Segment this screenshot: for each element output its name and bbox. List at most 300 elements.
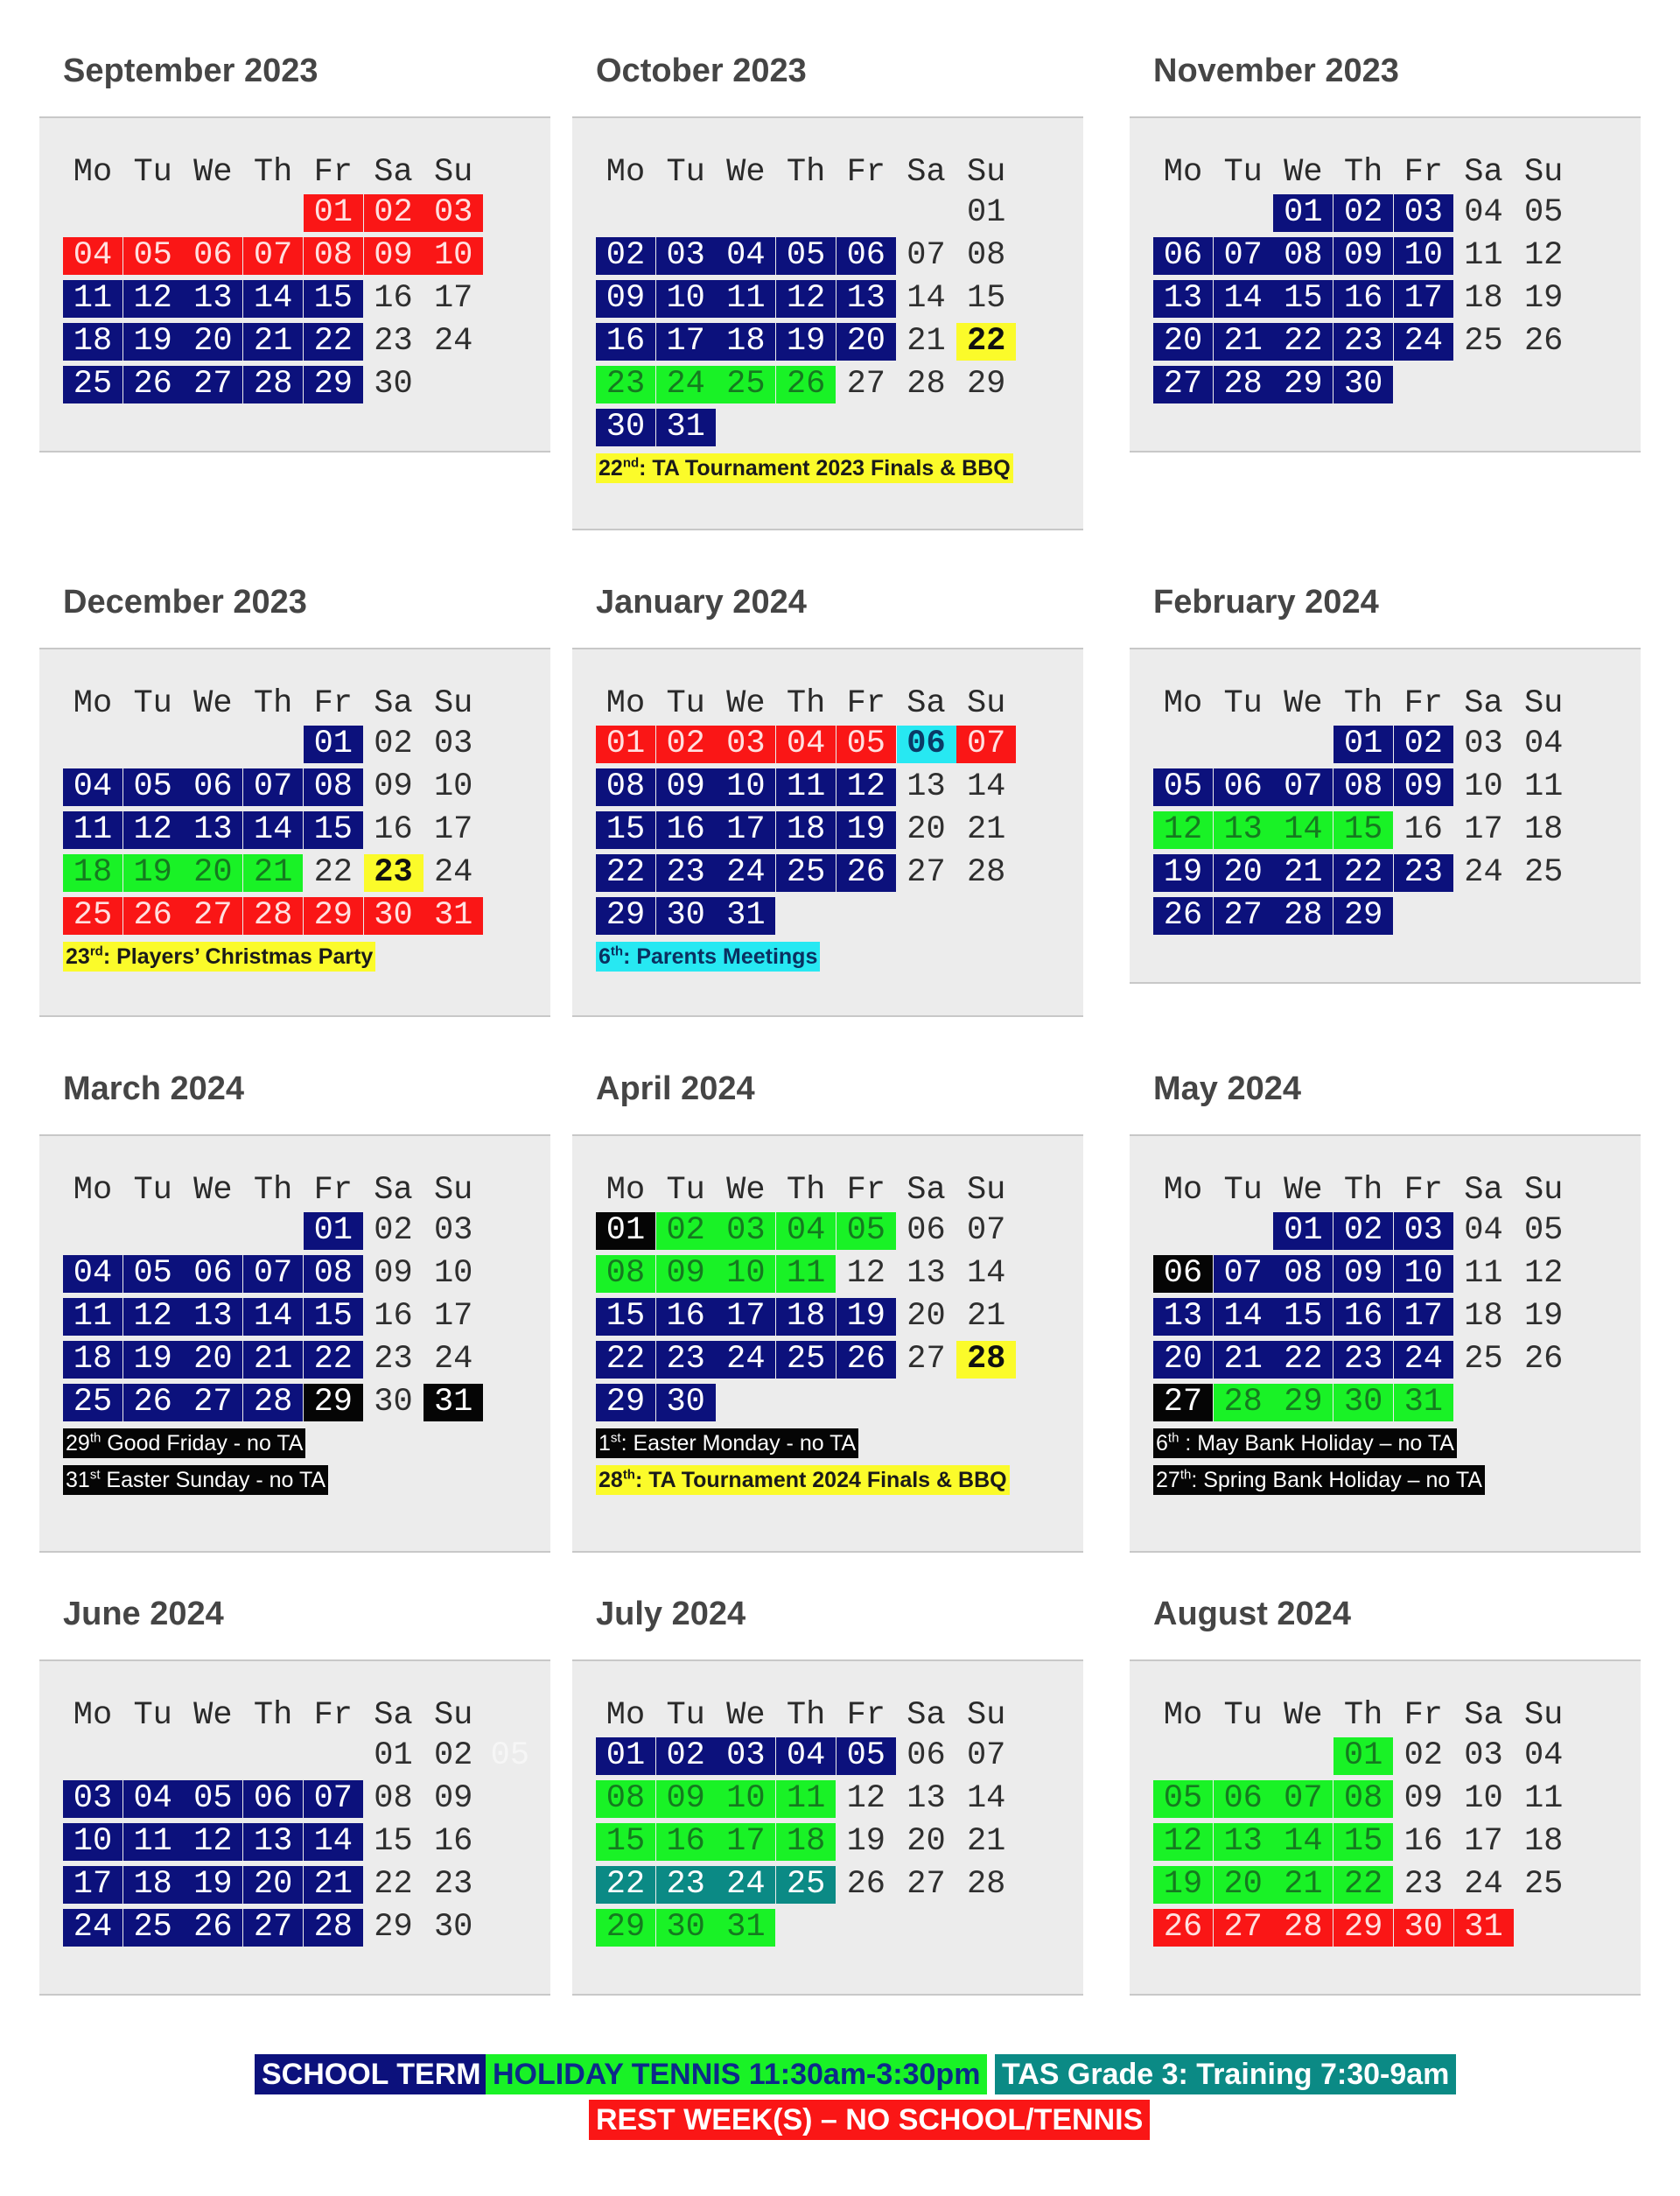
day-cell: 05 bbox=[1153, 768, 1213, 806]
day-cell: 20 bbox=[1214, 854, 1273, 892]
day-cell: 25 bbox=[1464, 1341, 1503, 1378]
day-cell: 10 bbox=[656, 280, 716, 318]
day-cell: 19 bbox=[1153, 854, 1213, 892]
day-cell: 16 bbox=[656, 811, 716, 849]
weekday-header: Tu bbox=[1223, 154, 1263, 191]
weekday-header: Mo bbox=[73, 154, 113, 191]
weekday-header: Su bbox=[1523, 154, 1564, 191]
month-title: April 2024 bbox=[596, 1070, 755, 1107]
weekday-header: Su bbox=[1523, 1697, 1564, 1734]
day-cell: 24 bbox=[433, 1341, 473, 1378]
weekday-header: Mo bbox=[606, 154, 646, 191]
day-cell: 27 bbox=[846, 366, 886, 403]
weekday-header: Fr bbox=[846, 685, 886, 722]
weekday-header: Tu bbox=[133, 154, 172, 191]
event-note-day: 22 bbox=[598, 456, 623, 481]
day-cell: 19 bbox=[123, 854, 183, 892]
day-cell: 07 bbox=[906, 237, 946, 274]
weekday-header: Su bbox=[433, 1697, 473, 1734]
day-cell: 18 bbox=[776, 811, 836, 849]
day-cell: 03 bbox=[1394, 1212, 1453, 1250]
day-cell: 08 bbox=[1273, 237, 1333, 275]
weekday-header: Fr bbox=[1404, 154, 1443, 191]
weekday-header: We bbox=[1284, 154, 1323, 191]
day-cell: 26 bbox=[846, 1866, 886, 1903]
event-note-text: : Parents Meetings bbox=[623, 944, 818, 969]
weekday-header: Fr bbox=[313, 1697, 353, 1734]
day-cell: 08 bbox=[304, 1255, 363, 1293]
month-grid-panel bbox=[1130, 1659, 1641, 1996]
day-cell: 12 bbox=[846, 1780, 886, 1817]
day-cell: 24 bbox=[656, 366, 716, 403]
day-cell: 23 bbox=[433, 1866, 473, 1903]
day-cell: 07 bbox=[243, 768, 303, 806]
day-cell: 07 bbox=[966, 1737, 1006, 1774]
day-cell: 23 bbox=[596, 366, 655, 403]
day-cell: 22 bbox=[1273, 1341, 1333, 1379]
month-grid-panel bbox=[572, 1134, 1083, 1553]
weekday-header: Sa bbox=[374, 1172, 413, 1209]
day-cell: 08 bbox=[304, 237, 363, 275]
day-cell: 29 bbox=[304, 1384, 363, 1421]
day-cell: 02 bbox=[1394, 726, 1453, 763]
month-grid-panel bbox=[39, 1134, 550, 1553]
day-cell: 08 bbox=[596, 768, 655, 806]
day-cell: 07 bbox=[1214, 237, 1273, 275]
day-cell: 25 bbox=[1523, 854, 1564, 891]
day-cell: 30 bbox=[1334, 366, 1393, 403]
day-cell: 17 bbox=[433, 811, 473, 848]
day-cell: 01 bbox=[1334, 726, 1393, 763]
day-cell: 02 bbox=[656, 726, 716, 763]
day-cell: 04 bbox=[776, 1737, 836, 1775]
day-cell: 17 bbox=[1394, 1298, 1453, 1336]
day-cell: 12 bbox=[1523, 1255, 1564, 1292]
weekday-header: Sa bbox=[1464, 685, 1503, 722]
weekday-header: Tu bbox=[666, 1172, 705, 1209]
day-cell: 14 bbox=[966, 1255, 1006, 1292]
day-cell: 23 bbox=[364, 854, 424, 892]
day-cell: 07 bbox=[1273, 768, 1333, 806]
weekday-header: Mo bbox=[606, 685, 646, 722]
day-cell: 01 bbox=[1334, 1737, 1393, 1775]
weekday-header: Su bbox=[433, 154, 473, 191]
day-cell: 20 bbox=[906, 811, 946, 848]
month-title: January 2024 bbox=[596, 584, 807, 621]
day-cell: 28 bbox=[906, 366, 946, 403]
day-cell: 01 bbox=[374, 1737, 413, 1774]
weekday-header: Mo bbox=[1163, 1172, 1203, 1209]
event-note-suffix: st bbox=[610, 1430, 621, 1446]
day-cell: 17 bbox=[1394, 280, 1453, 318]
day-cell: 07 bbox=[1273, 1780, 1333, 1818]
day-cell: 22 bbox=[1273, 323, 1333, 361]
event-note-text: Easter Sunday - no TA bbox=[100, 1468, 326, 1492]
event-note-text: : May Bank Holiday – no TA bbox=[1179, 1431, 1454, 1456]
day-cell: 29 bbox=[966, 366, 1006, 403]
day-cell: 06 bbox=[1153, 1255, 1213, 1293]
day-cell: 03 bbox=[1464, 1737, 1503, 1774]
day-cell: 09 bbox=[1334, 1255, 1393, 1293]
day-cell: 11 bbox=[776, 768, 836, 806]
day-cell: 18 bbox=[63, 323, 122, 361]
day-cell: 26 bbox=[836, 1341, 896, 1379]
weekday-header: We bbox=[726, 1697, 766, 1734]
day-cell: 04 bbox=[63, 237, 122, 275]
weekday-header: We bbox=[193, 1697, 233, 1734]
day-cell: 21 bbox=[304, 1866, 363, 1904]
day-cell: 24 bbox=[1394, 1341, 1453, 1379]
day-cell: 18 bbox=[1523, 811, 1564, 848]
weekday-header: Su bbox=[966, 1697, 1006, 1734]
day-cell: 27 bbox=[183, 897, 242, 935]
day-cell: 06 bbox=[897, 726, 956, 763]
day-cell: 01 bbox=[304, 1212, 363, 1250]
day-cell: 02 bbox=[656, 1212, 716, 1250]
day-cell: 13 bbox=[183, 811, 242, 849]
weekday-header: Th bbox=[786, 1172, 826, 1209]
day-cell: 15 bbox=[1273, 1298, 1333, 1336]
event-note-day: 28 bbox=[598, 1468, 623, 1492]
day-cell: 15 bbox=[1273, 280, 1333, 318]
day-cell: 01 bbox=[596, 726, 655, 763]
day-cell: 03 bbox=[716, 1737, 775, 1775]
day-cell: 08 bbox=[1334, 768, 1393, 806]
event-note-day: 6 bbox=[1156, 1431, 1168, 1456]
day-cell: 28 bbox=[966, 854, 1006, 891]
day-cell: 13 bbox=[1214, 811, 1273, 849]
day-cell: 26 bbox=[836, 854, 896, 892]
day-cell: 21 bbox=[966, 1298, 1006, 1335]
weekday-header: Th bbox=[1343, 685, 1383, 722]
weekday-header: Su bbox=[433, 685, 473, 722]
month-title: September 2023 bbox=[63, 53, 318, 89]
day-cell: 13 bbox=[836, 280, 896, 318]
day-cell: 07 bbox=[304, 1780, 363, 1818]
day-cell: 18 bbox=[776, 1823, 836, 1861]
day-cell: 12 bbox=[123, 1298, 183, 1336]
weekday-header: Th bbox=[1343, 1697, 1383, 1734]
weekday-header: Mo bbox=[1163, 1697, 1203, 1734]
event-note-text: : Players’ Christmas Party bbox=[102, 944, 374, 969]
month-grid-panel bbox=[1130, 116, 1641, 453]
day-cell: 21 bbox=[1273, 1866, 1333, 1904]
day-cell: 06 bbox=[1214, 1780, 1273, 1818]
day-cell: 04 bbox=[1523, 726, 1564, 762]
day-cell: 25 bbox=[1464, 323, 1503, 360]
weekday-header: Tu bbox=[1223, 685, 1263, 722]
month-grid-panel bbox=[572, 1659, 1083, 1996]
legend-rest-week: REST WEEK(S) – NO SCHOOL/TENNIS bbox=[589, 2100, 1150, 2140]
day-cell: 27 bbox=[1214, 1909, 1273, 1947]
day-cell: 23 bbox=[1394, 854, 1453, 892]
day-cell: 06 bbox=[906, 1212, 946, 1249]
day-cell: 06 bbox=[183, 237, 242, 275]
day-cell: 16 bbox=[433, 1823, 473, 1860]
day-cell: 30 bbox=[1334, 1384, 1393, 1421]
day-cell: 02 bbox=[374, 1212, 413, 1249]
day-cell: 05 bbox=[836, 1737, 896, 1775]
day-cell: 12 bbox=[776, 280, 836, 318]
day-cell: 24 bbox=[1464, 854, 1503, 891]
day-cell: 24 bbox=[433, 323, 473, 360]
weekday-header: We bbox=[1284, 1697, 1323, 1734]
day-cell: 05 bbox=[776, 237, 836, 275]
weekday-header: Th bbox=[1343, 154, 1383, 191]
day-cell: 09 bbox=[656, 1255, 716, 1293]
day-cell: 30 bbox=[656, 1909, 716, 1947]
day-cell: 20 bbox=[1153, 323, 1213, 361]
day-cell: 04 bbox=[1464, 1212, 1503, 1249]
day-cell: 11 bbox=[63, 811, 122, 849]
day-cell: 15 bbox=[596, 1823, 655, 1861]
event-note bbox=[596, 1465, 1010, 1495]
month-grid-panel bbox=[39, 116, 550, 453]
day-cell: 11 bbox=[1464, 237, 1503, 274]
day-cell: 22 bbox=[596, 854, 655, 892]
day-cell: 06 bbox=[183, 1255, 242, 1293]
day-cell: 27 bbox=[243, 1909, 303, 1947]
day-cell: 23 bbox=[374, 1341, 413, 1378]
day-cell: 27 bbox=[906, 1341, 946, 1378]
day-cell: 31 bbox=[656, 409, 716, 446]
event-note-day: 31 bbox=[66, 1468, 90, 1492]
day-cell: 26 bbox=[1523, 323, 1564, 360]
day-cell: 26 bbox=[1523, 1341, 1564, 1378]
month-title: August 2024 bbox=[1153, 1596, 1351, 1632]
month-grid-panel bbox=[39, 648, 550, 1017]
day-cell: 07 bbox=[966, 1212, 1006, 1249]
day-cell: 28 bbox=[243, 366, 303, 403]
day-cell: 23 bbox=[1404, 1866, 1443, 1903]
day-cell: 08 bbox=[966, 237, 1006, 274]
day-cell: 11 bbox=[1523, 768, 1564, 805]
day-cell: 30 bbox=[656, 1384, 716, 1421]
weekday-header: Sa bbox=[906, 1172, 946, 1209]
day-cell: 03 bbox=[63, 1780, 122, 1818]
day-cell: 04 bbox=[716, 237, 775, 275]
day-cell: 17 bbox=[656, 323, 716, 361]
event-note bbox=[63, 942, 375, 972]
day-cell: 09 bbox=[1404, 1780, 1443, 1817]
day-cell: 23 bbox=[656, 1341, 716, 1379]
weekday-header: Th bbox=[253, 1172, 293, 1209]
day-cell: 28 bbox=[1273, 1909, 1333, 1947]
day-cell: 05 bbox=[123, 1255, 183, 1293]
weekday-header: Fr bbox=[1404, 1172, 1443, 1209]
day-cell: 21 bbox=[966, 811, 1006, 848]
day-cell: 05 bbox=[123, 768, 183, 806]
day-cell: 22 bbox=[956, 323, 1016, 361]
day-cell: 06 bbox=[906, 1737, 946, 1774]
day-cell: 15 bbox=[1334, 811, 1393, 849]
day-cell: 26 bbox=[1153, 1909, 1213, 1947]
day-cell: 23 bbox=[1334, 323, 1393, 361]
event-note-day: 23 bbox=[66, 944, 90, 969]
weekday-header: Th bbox=[253, 685, 293, 722]
day-cell: 30 bbox=[1394, 1909, 1453, 1947]
day-cell: 13 bbox=[183, 280, 242, 318]
weekday-header: Tu bbox=[133, 1172, 172, 1209]
day-cell: 17 bbox=[1464, 811, 1503, 848]
day-cell: 11 bbox=[716, 280, 775, 318]
day-cell: 30 bbox=[596, 409, 655, 446]
event-note-suffix: th bbox=[1167, 1430, 1180, 1446]
day-cell: 09 bbox=[596, 280, 655, 318]
day-cell: 17 bbox=[716, 1298, 775, 1336]
day-cell: 27 bbox=[906, 854, 946, 891]
day-cell: 13 bbox=[906, 1255, 946, 1292]
day-cell: 11 bbox=[1464, 1255, 1503, 1292]
day-cell: 14 bbox=[966, 768, 1006, 805]
day-cell: 16 bbox=[374, 1298, 413, 1335]
day-cell: 06 bbox=[1153, 237, 1213, 275]
day-cell: 19 bbox=[836, 1298, 896, 1336]
weekday-header: Su bbox=[966, 154, 1006, 191]
day-cell: 08 bbox=[1334, 1780, 1393, 1818]
day-cell: 13 bbox=[1214, 1823, 1273, 1861]
day-cell: 06 bbox=[243, 1780, 303, 1818]
month-grid-panel bbox=[572, 648, 1083, 1017]
weekday-header: Fr bbox=[846, 1697, 886, 1734]
event-note-suffix: th bbox=[89, 1430, 102, 1446]
month-title: June 2024 bbox=[63, 1596, 224, 1632]
day-cell: 27 bbox=[906, 1866, 946, 1903]
day-cell: 18 bbox=[1464, 1298, 1503, 1335]
day-cell: 11 bbox=[776, 1780, 836, 1818]
day-cell: 04 bbox=[1523, 1737, 1564, 1774]
day-cell: 24 bbox=[716, 1866, 775, 1904]
event-note bbox=[63, 1428, 305, 1458]
weekday-header: Mo bbox=[1163, 154, 1203, 191]
month-title: December 2023 bbox=[63, 584, 307, 621]
weekday-header: Fr bbox=[846, 1172, 886, 1209]
day-cell: 11 bbox=[63, 280, 122, 318]
day-cell: 29 bbox=[1334, 1909, 1393, 1947]
event-note-text: : TA Tournament 2023 Finals & BBQ bbox=[639, 456, 1011, 481]
day-cell: 06 bbox=[836, 237, 896, 275]
day-cell: 23 bbox=[656, 854, 716, 892]
day-cell: 19 bbox=[836, 811, 896, 849]
day-cell: 14 bbox=[1214, 1298, 1273, 1336]
day-cell: 01 bbox=[596, 1212, 655, 1250]
day-cell: 29 bbox=[374, 1909, 413, 1946]
day-cell: 17 bbox=[433, 1298, 473, 1335]
day-cell: 27 bbox=[1153, 1384, 1213, 1421]
day-cell: 02 bbox=[656, 1737, 716, 1775]
day-cell: 22 bbox=[313, 854, 353, 891]
day-cell: 16 bbox=[1334, 1298, 1393, 1336]
event-note-text: : Easter Monday - no TA bbox=[620, 1431, 857, 1456]
day-cell: 07 bbox=[243, 237, 303, 275]
day-cell: 29 bbox=[304, 897, 363, 935]
day-cell: 02 bbox=[364, 194, 424, 232]
day-cell: 12 bbox=[123, 811, 183, 849]
event-note-day: 1 bbox=[598, 1431, 611, 1456]
month-grid-panel bbox=[1130, 648, 1641, 984]
day-cell: 17 bbox=[716, 811, 775, 849]
day-cell: 10 bbox=[1464, 1780, 1503, 1817]
day-cell: 23 bbox=[374, 323, 413, 360]
month-grid-panel bbox=[1130, 1134, 1641, 1553]
day-cell: 07 bbox=[1214, 1255, 1273, 1293]
day-cell: 18 bbox=[123, 1866, 183, 1904]
day-cell: 25 bbox=[776, 1866, 836, 1904]
event-note-text: : Spring Bank Holiday – no TA bbox=[1191, 1468, 1482, 1492]
weekday-header: We bbox=[193, 1172, 233, 1209]
day-cell: 12 bbox=[123, 280, 183, 318]
day-cell: 02 bbox=[1334, 1212, 1393, 1250]
day-cell: 05 bbox=[1153, 1780, 1213, 1818]
day-cell: 03 bbox=[656, 237, 716, 275]
weekday-header: Sa bbox=[374, 685, 413, 722]
event-note-day: 27 bbox=[1156, 1468, 1180, 1492]
day-cell: 21 bbox=[243, 854, 303, 892]
weekday-header: We bbox=[1284, 1172, 1323, 1209]
day-cell: 03 bbox=[1464, 726, 1503, 762]
day-cell: 19 bbox=[123, 1341, 183, 1379]
day-cell: 06 bbox=[1214, 768, 1273, 806]
day-cell: 20 bbox=[183, 854, 242, 892]
day-cell: 19 bbox=[1153, 1866, 1213, 1904]
day-cell: 18 bbox=[63, 1341, 122, 1379]
day-cell: 04 bbox=[63, 768, 122, 806]
day-cell: 25 bbox=[123, 1909, 183, 1947]
day-cell: 20 bbox=[1214, 1866, 1273, 1904]
day-cell: 19 bbox=[1523, 280, 1564, 317]
day-cell: 25 bbox=[776, 1341, 836, 1379]
day-cell: 20 bbox=[243, 1866, 303, 1904]
weekday-header: Tu bbox=[666, 685, 705, 722]
day-cell: 19 bbox=[123, 323, 183, 361]
day-cell: 31 bbox=[424, 1384, 483, 1421]
weekday-header: Tu bbox=[1223, 1697, 1263, 1734]
event-note bbox=[1153, 1465, 1485, 1495]
day-cell: 25 bbox=[63, 366, 122, 403]
month-title: July 2024 bbox=[596, 1596, 746, 1632]
day-cell: 12 bbox=[183, 1823, 242, 1861]
month-grid-panel bbox=[39, 1659, 550, 1996]
day-cell: 01 bbox=[304, 194, 363, 232]
day-cell: 10 bbox=[716, 768, 775, 806]
day-cell: 31 bbox=[424, 897, 483, 935]
weekday-header: We bbox=[1284, 685, 1323, 722]
day-cell: 19 bbox=[183, 1866, 242, 1904]
day-cell: 03 bbox=[1394, 194, 1453, 232]
day-cell: 30 bbox=[433, 1909, 473, 1946]
weekday-header: Fr bbox=[1404, 685, 1443, 722]
day-cell: 26 bbox=[123, 897, 183, 935]
day-cell: 14 bbox=[1273, 811, 1333, 849]
day-cell: 01 bbox=[1273, 1212, 1333, 1250]
day-cell: 25 bbox=[716, 366, 775, 403]
weekday-header: Tu bbox=[133, 685, 172, 722]
day-cell: 02 bbox=[596, 237, 655, 275]
day-cell: 10 bbox=[63, 1823, 122, 1861]
day-cell: 05 bbox=[1523, 1212, 1564, 1249]
month-title: March 2024 bbox=[63, 1070, 245, 1107]
event-note bbox=[596, 942, 820, 972]
day-cell: 29 bbox=[304, 366, 363, 403]
day-cell: 25 bbox=[776, 854, 836, 892]
day-cell: 30 bbox=[374, 1384, 413, 1421]
day-cell: 24 bbox=[716, 1341, 775, 1379]
day-cell: 15 bbox=[1334, 1823, 1393, 1861]
day-cell: 16 bbox=[374, 280, 413, 317]
day-cell: 13 bbox=[183, 1298, 242, 1336]
weekday-header: Mo bbox=[606, 1697, 646, 1734]
day-cell: 28 bbox=[956, 1341, 1016, 1379]
